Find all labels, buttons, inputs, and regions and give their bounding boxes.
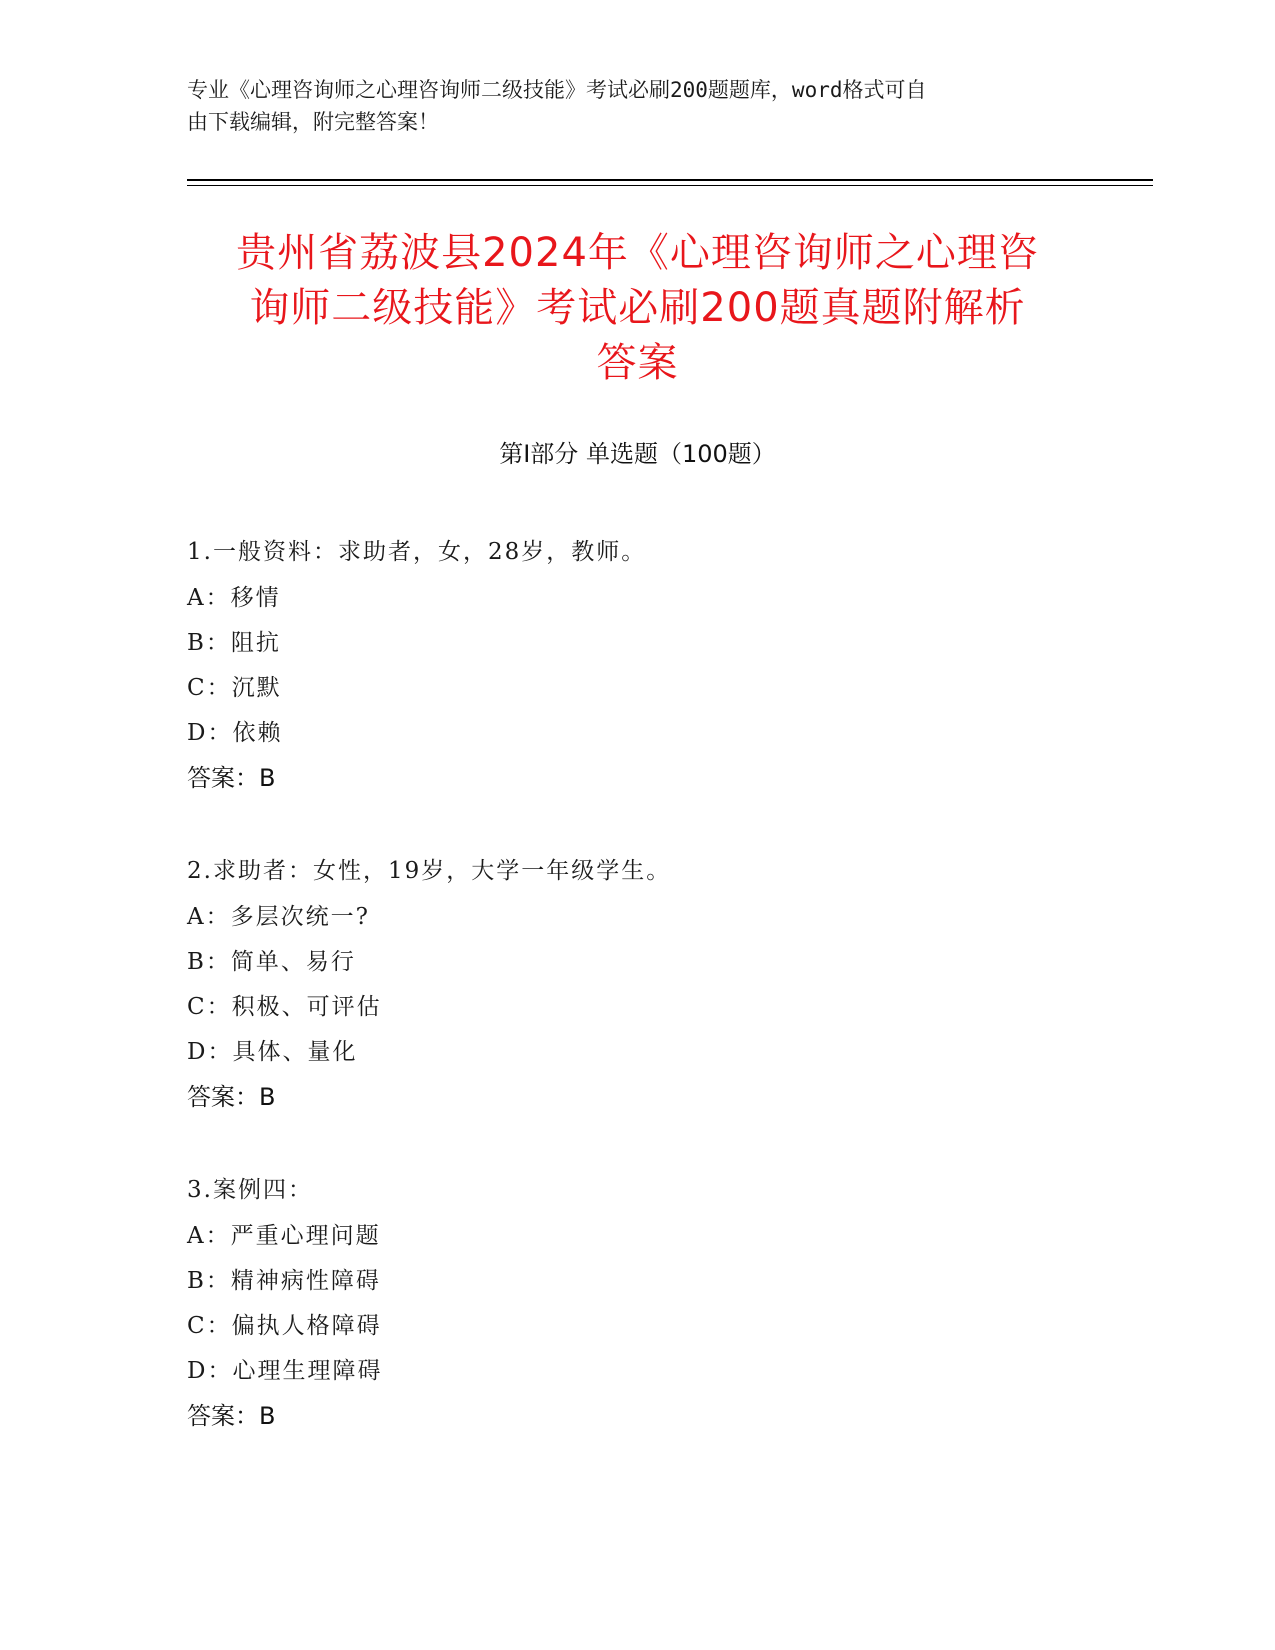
answer-label: 答案：B	[187, 764, 276, 792]
header-divider-thin	[187, 185, 1153, 186]
document-title-line-1: 贵州省荔波县2024年《心理咨询师之心理咨	[236, 230, 1039, 276]
question-2	[187, 849, 1147, 1120]
option-c: C：积极、可评估	[187, 994, 382, 1020]
option-d: D：心理生理障碍	[187, 1358, 383, 1384]
header-divider-thick	[187, 179, 1153, 181]
option-b: B：精神病性障碍	[187, 1268, 381, 1294]
option-d: D：依赖	[187, 720, 283, 746]
option-b: B：简单、易行	[187, 949, 356, 975]
question-3	[187, 1168, 1147, 1439]
document-title-line-2: 询师二级技能》考试必刷200题真题附解析	[249, 285, 1026, 331]
question-stem: 2.求助者：女性，19岁，大学一年级学生。	[187, 858, 672, 884]
header-note	[187, 74, 1087, 138]
answer-label: 答案：B	[187, 1083, 276, 1111]
option-d: D：具体、量化	[187, 1039, 358, 1065]
option-a: A：严重心理问题	[187, 1223, 381, 1249]
option-c: C：沉默	[187, 675, 282, 701]
question-stem: 1.一般资料：求助者，女，28岁，教师。	[187, 539, 647, 565]
header-note-line-2: 由下载编辑，附完整答案！	[187, 110, 439, 134]
option-b: B：阻抗	[187, 630, 281, 656]
option-c: C：偏执人格障碍	[187, 1313, 382, 1339]
section-title: 第I部分 单选题（100题）	[499, 440, 776, 468]
document-title-line-3: 答案	[596, 340, 679, 386]
question-stem: 3.案例四：	[187, 1177, 313, 1203]
option-a: A：多层次统一?	[187, 904, 370, 930]
option-a: A：移情	[187, 585, 281, 611]
question-1	[187, 530, 1147, 801]
question-list	[187, 530, 1147, 1487]
answer-label: 答案：B	[187, 1402, 276, 1430]
document-title	[150, 226, 1125, 391]
header-note-line-1: 专业《心理咨询师之心理咨询师二级技能》考试必刷200题题库，word格式可自	[187, 78, 927, 102]
